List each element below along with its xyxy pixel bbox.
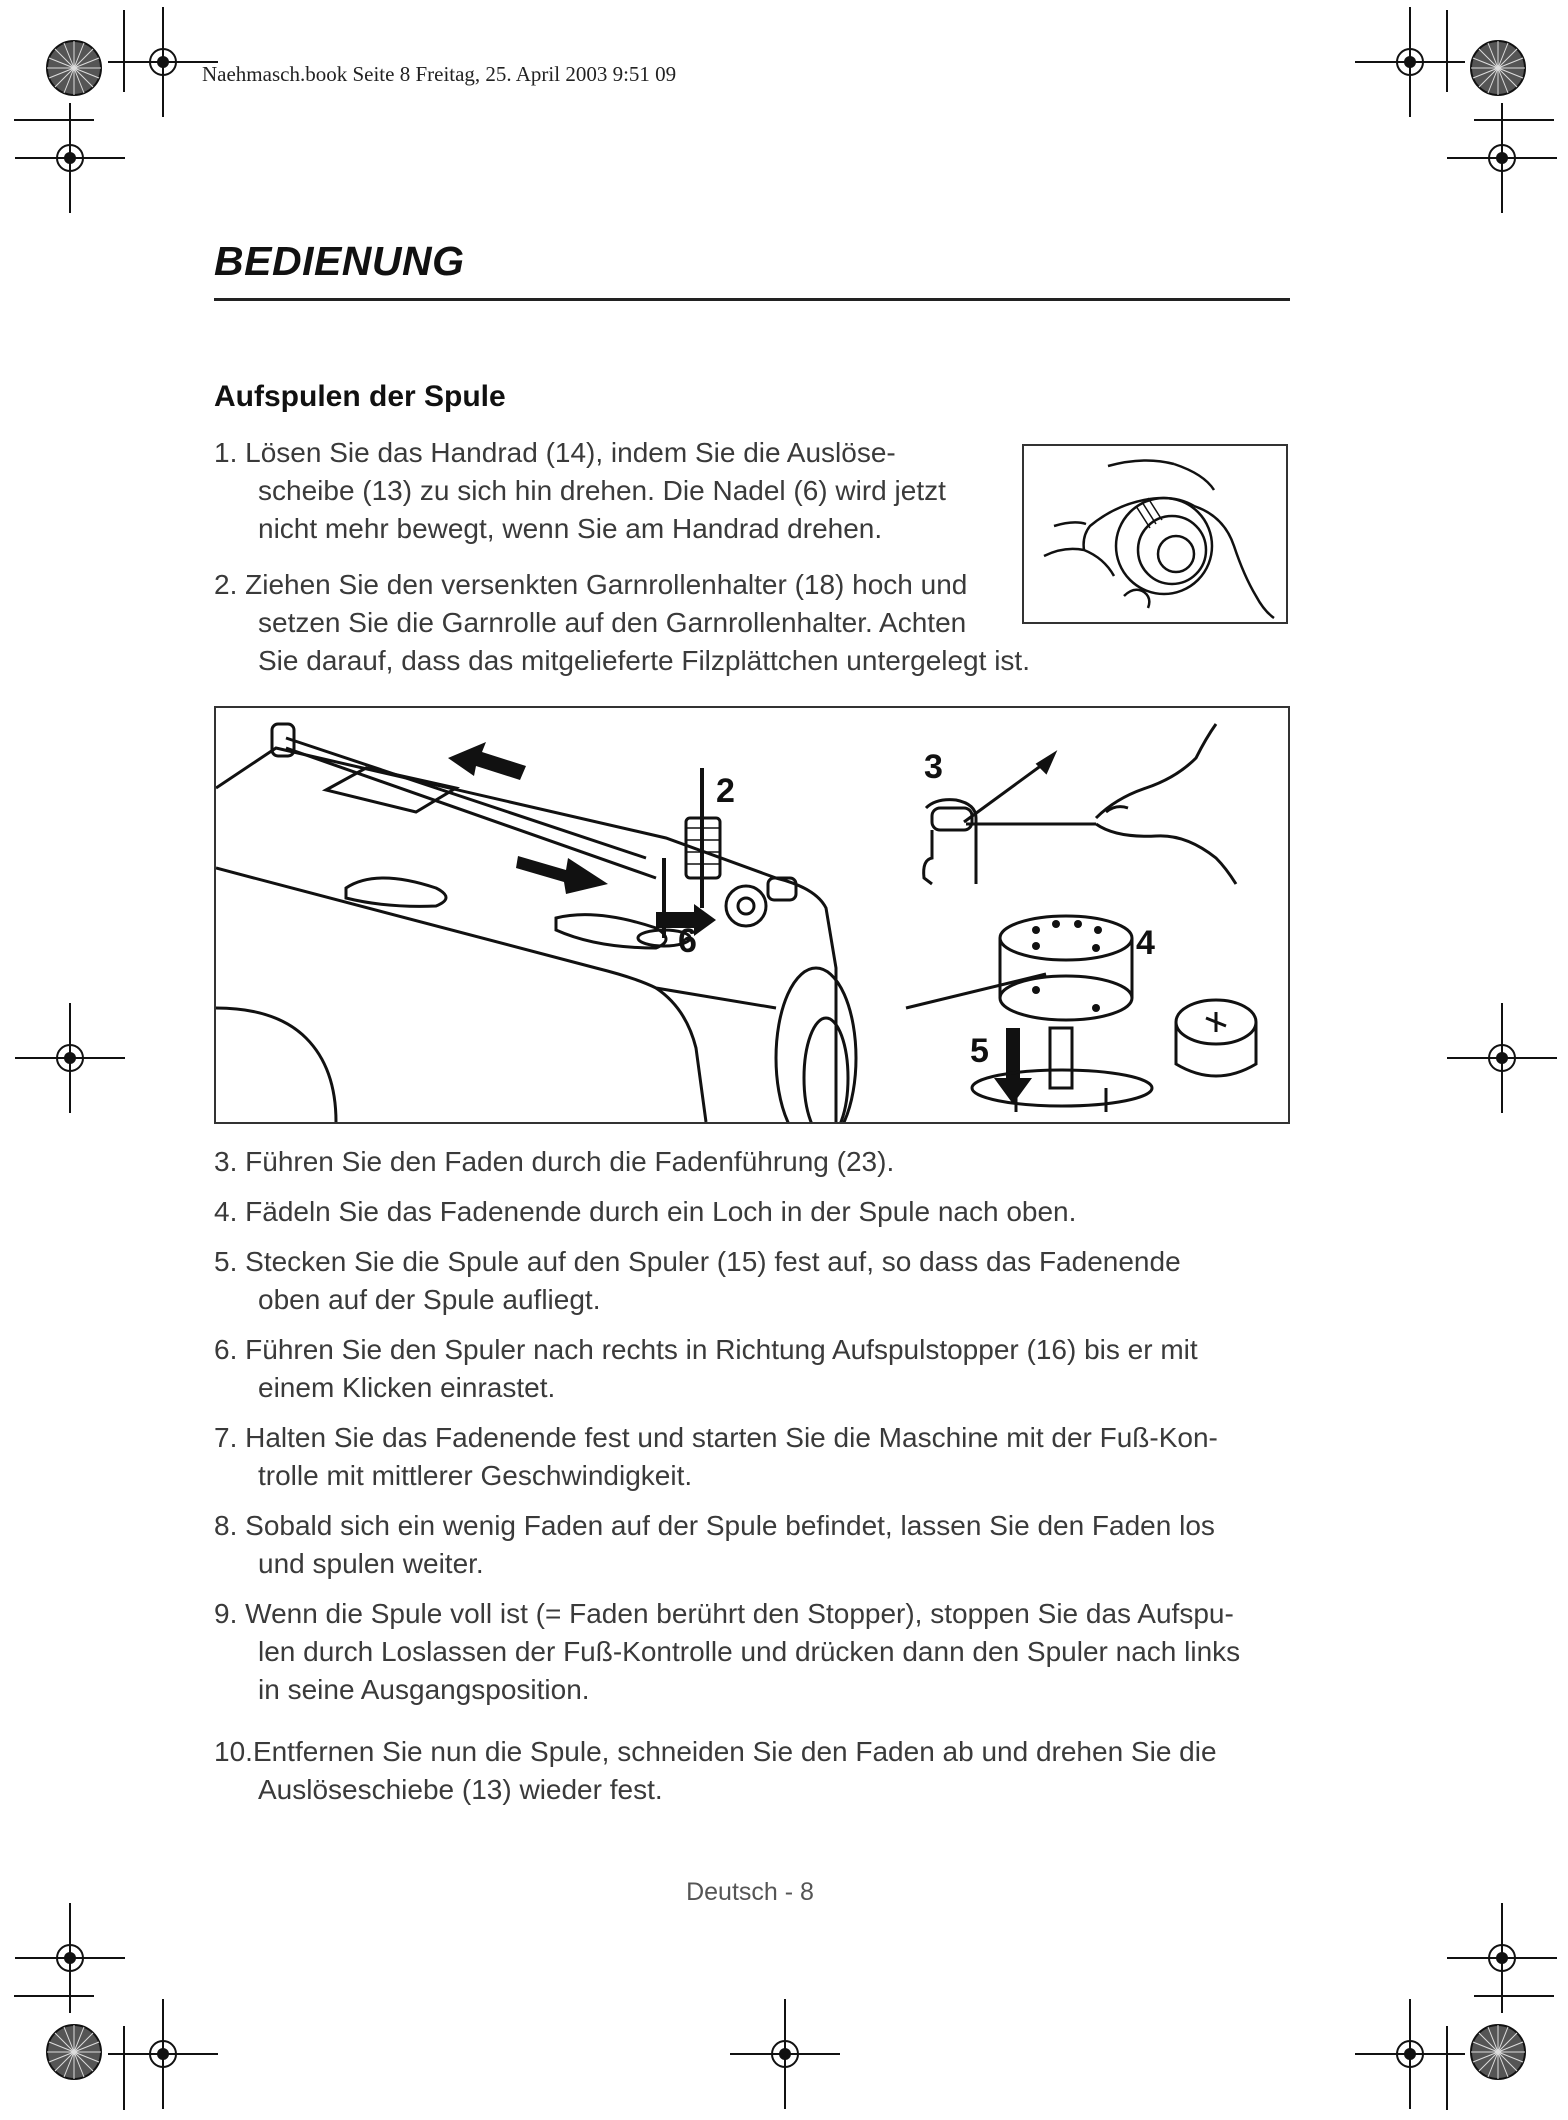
step-text: len durch Loslassen der Fuß-Kontrolle und drücken dann den Spuler nach links <box>258 1636 1241 1667</box>
figure-label-5: 5 <box>970 1032 989 1070</box>
figure-label-4: 4 <box>1136 924 1155 962</box>
handwheel-drawing <box>1024 446 1286 622</box>
figure-label-6: 6 <box>678 922 697 960</box>
step-text: oben auf der Spule aufliegt. <box>258 1284 601 1315</box>
step-2 <box>214 566 1030 680</box>
step-text: Ziehen Sie den versenkten Garnrollenhalter (18) hoch und <box>245 569 968 600</box>
starburst-mark-top-right <box>1471 41 1525 95</box>
print-slug-line: Naehmasch.book Seite 8 Freitag, 25. April 2003 9:51 09 <box>202 62 677 86</box>
subheading: Aufspulen der Spule <box>214 380 506 413</box>
step-9 <box>214 1595 1240 1709</box>
step-number: 4. <box>214 1196 238 1227</box>
step-number: 7. <box>214 1422 238 1453</box>
bobbin-winding-illustration <box>214 706 1290 1124</box>
step-text: Wenn die Spule voll ist (= Faden berührt den Stopper), stoppen Sie das Aufspu- <box>245 1598 1234 1629</box>
step-number: 1. <box>214 437 238 468</box>
crosshair-bottom-center <box>730 1999 840 2109</box>
figure-label-3: 3 <box>924 748 943 786</box>
step-text: und spulen weiter. <box>258 1548 484 1579</box>
step-text: setzen Sie die Garnrolle auf den Garnrollenhalter. Achten <box>258 607 967 638</box>
step-text: Halten Sie das Fadenende fest und starten Sie die Maschine mit der Fuß-Kon- <box>245 1422 1218 1453</box>
step-6 <box>214 1331 1198 1407</box>
step-text: Fädeln Sie das Fadenende durch ein Loch in der Spule nach oben. <box>245 1196 1077 1227</box>
step-8 <box>214 1507 1215 1583</box>
section-title: BEDIENUNG <box>214 238 465 284</box>
step-number: 8. <box>214 1510 238 1541</box>
step-text: trolle mit mittlerer Geschwindigkeit. <box>258 1460 693 1491</box>
starburst-mark-bottom-left <box>47 2025 101 2079</box>
step-text: Sie darauf, dass das mitgelieferte Filzplättchen untergelegt ist. <box>258 645 1030 676</box>
starburst-mark-bottom-right <box>1471 2025 1525 2079</box>
step-number: 9. <box>214 1598 238 1629</box>
step-text: Führen Sie den Faden durch die Fadenführung (23). <box>245 1146 895 1177</box>
step-10 <box>214 1733 1217 1809</box>
step-number: 10. <box>214 1736 253 1767</box>
step-number: 6. <box>214 1334 238 1365</box>
step-text: scheibe (13) zu sich hin drehen. Die Nadel (6) wird jetzt <box>258 475 946 506</box>
step-text: Auslöseschiebe (13) wieder fest. <box>258 1774 663 1805</box>
crosshair-top-right <box>1355 7 1465 117</box>
step-number: 2. <box>214 569 238 600</box>
crosshair-mid-right <box>1447 1003 1557 1113</box>
bobbin-winding-drawing <box>216 708 1288 1122</box>
step-number: 3. <box>214 1146 238 1177</box>
step-7 <box>214 1419 1218 1495</box>
step-text: Stecken Sie die Spule auf den Spuler (15) fest auf, so dass das Fadenende <box>245 1246 1181 1277</box>
page-footer: Deutsch - 8 <box>686 1878 814 1906</box>
step-text: Führen Sie den Spuler nach rechts in Richtung Aufspulstopper (16) bis er mit <box>245 1334 1198 1365</box>
step-1 <box>214 434 946 548</box>
step-text: einem Klicken einrastet. <box>258 1372 556 1403</box>
step-3 <box>214 1143 894 1181</box>
handwheel-illustration <box>1022 444 1288 624</box>
step-text: Lösen Sie das Handrad (14), indem Sie die Auslöse- <box>245 437 896 468</box>
step-number: 5. <box>214 1246 238 1277</box>
crosshair-bottom-right <box>1355 1999 1465 2109</box>
step-text: Sobald sich ein wenig Faden auf der Spule befindet, lassen Sie den Faden los <box>245 1510 1215 1541</box>
figure-label-2: 2 <box>716 772 735 810</box>
step-text: nicht mehr bewegt, wenn Sie am Handrad drehen. <box>258 513 883 544</box>
step-text: in seine Ausgangsposition. <box>258 1674 590 1705</box>
step-5 <box>214 1243 1181 1319</box>
step-text: Entfernen Sie nun die Spule, schneiden Sie den Faden ab und drehen Sie die <box>252 1736 1217 1767</box>
starburst-mark-top-left <box>47 41 101 95</box>
crosshair-mid-left <box>15 1003 125 1113</box>
title-rule <box>214 298 1290 301</box>
step-4 <box>214 1193 1076 1231</box>
